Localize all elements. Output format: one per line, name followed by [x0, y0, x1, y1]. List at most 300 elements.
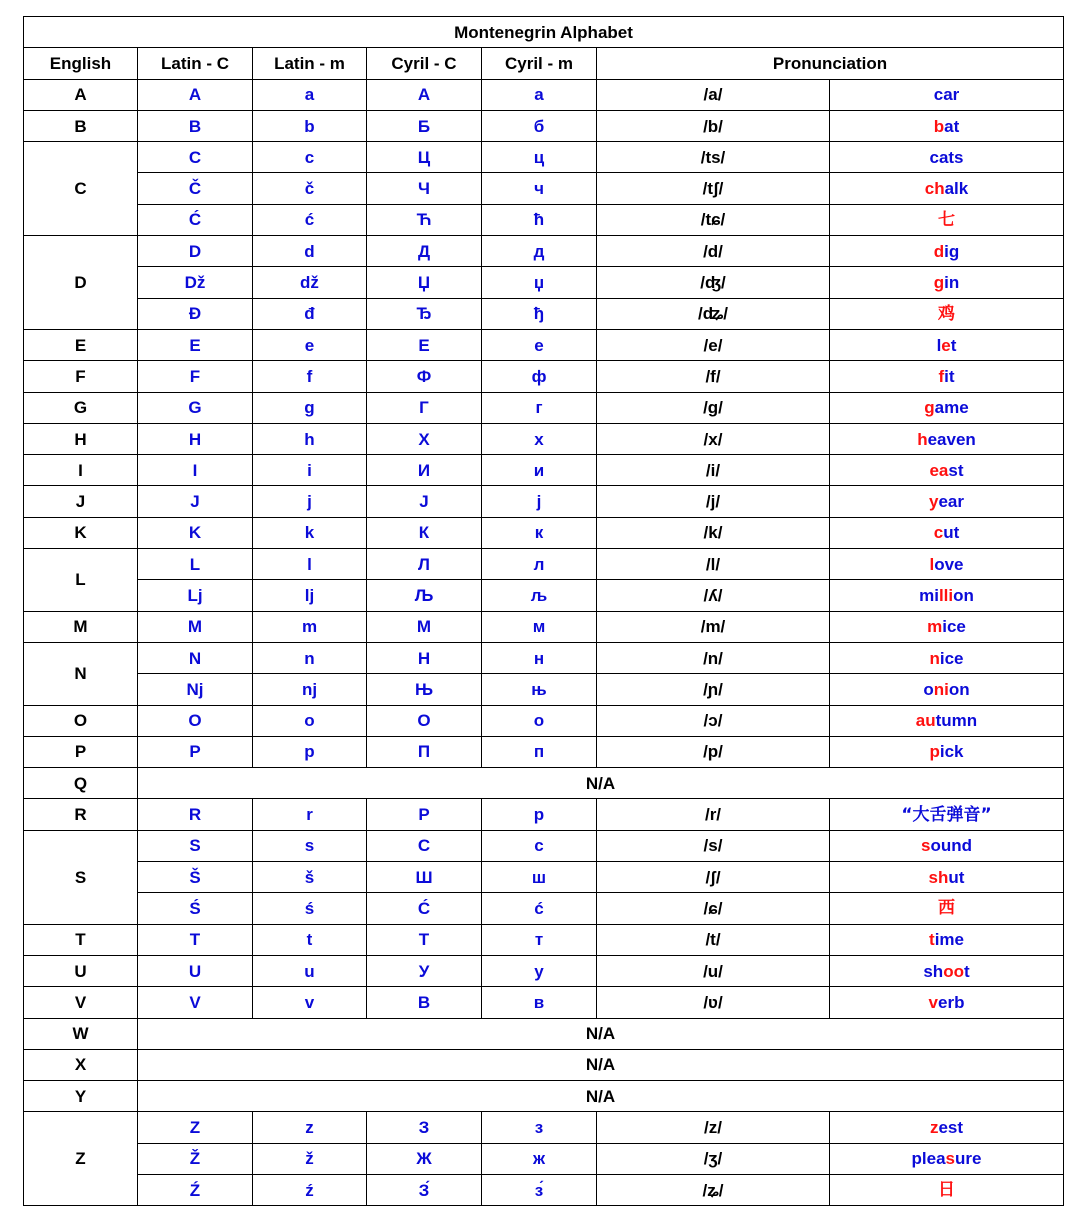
- example-highlight: 西: [938, 898, 955, 919]
- table-row: [24, 674, 1064, 705]
- alphabet-table-body: [24, 17, 1064, 1206]
- english-letter: D: [24, 236, 138, 330]
- example-word: [830, 674, 1064, 705]
- example-highlight: h: [917, 429, 928, 449]
- example-highlight: lli: [938, 585, 954, 605]
- example-text: tumn: [935, 711, 978, 731]
- example-text: t: [950, 335, 957, 355]
- latin-capital: U: [138, 955, 253, 986]
- example-text: on: [948, 679, 970, 699]
- cyril-capital: З: [367, 1112, 482, 1143]
- cyril-capital: Л: [367, 549, 482, 580]
- cyril-capital: Ж: [367, 1143, 482, 1174]
- example-text: ear: [938, 492, 964, 512]
- example-word: [830, 142, 1064, 173]
- example-highlight: f: [938, 366, 945, 386]
- latin-lower: o: [253, 705, 367, 736]
- example-highlight: l: [929, 554, 935, 574]
- cyril-lower: н: [482, 642, 597, 673]
- cyril-capital: Е: [367, 329, 482, 360]
- cyril-lower: ф: [482, 361, 597, 392]
- example-word: [830, 110, 1064, 141]
- example-highlight: g: [933, 273, 945, 293]
- header-cyril-lower: Cyril - m: [482, 48, 597, 79]
- cyril-lower: у: [482, 955, 597, 986]
- cyril-lower: х: [482, 423, 597, 454]
- cyril-capital: Ј: [367, 486, 482, 517]
- example-highlight: ea: [929, 460, 949, 480]
- cyril-lower: г: [482, 392, 597, 423]
- table-row: [24, 79, 1064, 110]
- latin-capital: Z: [138, 1112, 253, 1143]
- ipa-symbol: /ʎ/: [597, 580, 830, 611]
- english-letter: A: [24, 79, 138, 110]
- example-word: [830, 267, 1064, 298]
- latin-lower: š: [253, 862, 367, 893]
- example-text: ure: [955, 1149, 982, 1169]
- example-word: [830, 79, 1064, 110]
- english-letter: Y: [24, 1081, 138, 1112]
- cyril-capital: П: [367, 736, 482, 767]
- table-row: [24, 361, 1064, 392]
- table-row: [24, 110, 1064, 141]
- latin-capital: N: [138, 642, 253, 673]
- table-row: [24, 173, 1064, 204]
- latin-lower: ś: [253, 893, 367, 924]
- ipa-symbol: /b/: [597, 110, 830, 141]
- example-word: [830, 955, 1064, 986]
- example-highlight: oo: [943, 961, 964, 981]
- ipa-symbol: /ʒ/: [597, 1143, 830, 1174]
- latin-capital: H: [138, 423, 253, 454]
- example-text: ame: [934, 398, 969, 418]
- example-highlight: y: [929, 492, 939, 512]
- cyril-lower: з: [482, 1112, 597, 1143]
- latin-lower: p: [253, 736, 367, 767]
- latin-lower: j: [253, 486, 367, 517]
- example-highlight: g: [924, 398, 935, 418]
- latin-capital: F: [138, 361, 253, 392]
- table-row: [24, 611, 1064, 642]
- example-highlight: au: [915, 711, 936, 731]
- example-highlight: 日: [938, 1180, 955, 1201]
- latin-capital: C: [138, 142, 253, 173]
- example-word: [830, 642, 1064, 673]
- latin-lower: ź: [253, 1174, 367, 1205]
- table-row: [24, 1174, 1064, 1205]
- latin-capital: L: [138, 549, 253, 580]
- ipa-symbol: /l/: [597, 549, 830, 580]
- latin-capital: B: [138, 110, 253, 141]
- latin-lower: u: [253, 955, 367, 986]
- cyril-capital: Б: [367, 110, 482, 141]
- example-word: [830, 830, 1064, 861]
- example-word: [830, 736, 1064, 767]
- example-word: [830, 455, 1064, 486]
- example-word: [830, 517, 1064, 548]
- english-letter: N: [24, 642, 138, 705]
- example-text: l: [936, 335, 942, 355]
- ipa-symbol: /a/: [597, 79, 830, 110]
- ipa-symbol: /m/: [597, 611, 830, 642]
- latin-lower: d: [253, 236, 367, 267]
- table-row: [24, 1081, 1064, 1112]
- cyril-lower: џ: [482, 267, 597, 298]
- table-row: [24, 267, 1064, 298]
- table-row: [24, 893, 1064, 924]
- cyril-capital: Ђ: [367, 298, 482, 329]
- cyril-capital: Н: [367, 642, 482, 673]
- latin-lower: dž: [253, 267, 367, 298]
- not-applicable-cell: N/A: [138, 1018, 1064, 1049]
- example-word: [830, 173, 1064, 204]
- ipa-symbol: /tʃ/: [597, 173, 830, 204]
- example-word: [830, 1174, 1064, 1205]
- example-text: erb: [938, 992, 965, 1012]
- table-row: [24, 830, 1064, 861]
- header-english: English: [24, 48, 138, 79]
- example-highlight: s: [945, 1149, 956, 1169]
- latin-capital: Dž: [138, 267, 253, 298]
- example-highlight: ni: [933, 679, 949, 699]
- cyril-capital: Ц: [367, 142, 482, 173]
- example-highlight: b: [933, 116, 945, 136]
- table-row: [24, 298, 1064, 329]
- example-word: [830, 893, 1064, 924]
- example-highlight: v: [928, 992, 938, 1012]
- not-applicable-cell: N/A: [138, 768, 1064, 799]
- latin-capital: Č: [138, 173, 253, 204]
- example-text: ut: [948, 867, 965, 887]
- latin-capital: E: [138, 329, 253, 360]
- cyril-lower: и: [482, 455, 597, 486]
- example-word: [830, 204, 1064, 235]
- table-row: [24, 517, 1064, 548]
- english-letter: U: [24, 955, 138, 986]
- example-highlight: e: [941, 335, 951, 355]
- latin-capital: S: [138, 830, 253, 861]
- table-row: [24, 1143, 1064, 1174]
- ipa-symbol: /ʑ/: [597, 1174, 830, 1205]
- example-text: “大舌弹音”: [901, 804, 992, 825]
- not-applicable-cell: N/A: [138, 1049, 1064, 1080]
- cyril-lower: ћ: [482, 204, 597, 235]
- example-word: [830, 987, 1064, 1018]
- example-text: est: [938, 1118, 964, 1138]
- latin-capital: M: [138, 611, 253, 642]
- cyril-capital: Ч: [367, 173, 482, 204]
- cyril-lower: ч: [482, 173, 597, 204]
- latin-capital: Ž: [138, 1143, 253, 1174]
- ipa-symbol: /s/: [597, 830, 830, 861]
- header-latin-capital: Latin - C: [138, 48, 253, 79]
- cyril-capital: К: [367, 517, 482, 548]
- latin-capital: Ć: [138, 204, 253, 235]
- english-letter: F: [24, 361, 138, 392]
- table-row: [24, 924, 1064, 955]
- latin-lower: m: [253, 611, 367, 642]
- ipa-symbol: /r/: [597, 799, 830, 830]
- example-word: [830, 361, 1064, 392]
- latin-capital: G: [138, 392, 253, 423]
- cyril-lower: т: [482, 924, 597, 955]
- example-text: ice: [939, 648, 964, 668]
- cyril-lower: ć: [482, 893, 597, 924]
- english-letter: E: [24, 329, 138, 360]
- cyril-capital: Р: [367, 799, 482, 830]
- example-text: ove: [934, 554, 964, 574]
- latin-capital: A: [138, 79, 253, 110]
- english-letter: W: [24, 1018, 138, 1049]
- cyril-capital: Њ: [367, 674, 482, 705]
- table-row: [24, 142, 1064, 173]
- latin-capital: D: [138, 236, 253, 267]
- example-word: [830, 329, 1064, 360]
- ipa-symbol: /k/: [597, 517, 830, 548]
- example-text: ut: [943, 523, 960, 543]
- example-text: ound: [930, 836, 972, 856]
- latin-lower: č: [253, 173, 367, 204]
- latin-capital: Š: [138, 862, 253, 893]
- english-letter: J: [24, 486, 138, 517]
- table-row: [24, 736, 1064, 767]
- example-text: sh: [923, 961, 944, 981]
- cyril-lower: њ: [482, 674, 597, 705]
- latin-lower: s: [253, 830, 367, 861]
- english-letter: L: [24, 549, 138, 612]
- latin-lower: c: [253, 142, 367, 173]
- cyril-capital: Ћ: [367, 204, 482, 235]
- cyril-capital: Џ: [367, 267, 482, 298]
- example-word: [830, 705, 1064, 736]
- cyril-lower: ђ: [482, 298, 597, 329]
- latin-lower: a: [253, 79, 367, 110]
- cyril-capital: Д: [367, 236, 482, 267]
- latin-lower: b: [253, 110, 367, 141]
- latin-lower: đ: [253, 298, 367, 329]
- english-letter: M: [24, 611, 138, 642]
- example-text: in: [944, 273, 960, 293]
- example-text: plea: [911, 1149, 946, 1169]
- example-word: [830, 298, 1064, 329]
- latin-lower: e: [253, 329, 367, 360]
- cyril-lower: б: [482, 110, 597, 141]
- header-latin-lower: Latin - m: [253, 48, 367, 79]
- example-text: at: [944, 116, 960, 136]
- latin-capital: K: [138, 517, 253, 548]
- cyril-lower: р: [482, 799, 597, 830]
- example-text: ice: [942, 617, 966, 637]
- cyril-capital: О: [367, 705, 482, 736]
- latin-capital: T: [138, 924, 253, 955]
- latin-lower: k: [253, 517, 367, 548]
- english-letter: O: [24, 705, 138, 736]
- example-highlight: 鸡: [938, 303, 955, 324]
- latin-lower: g: [253, 392, 367, 423]
- english-letter: X: [24, 1049, 138, 1080]
- cyril-lower: с: [482, 830, 597, 861]
- latin-capital: O: [138, 705, 253, 736]
- example-highlight: 七: [938, 209, 955, 230]
- latin-capital: Ś: [138, 893, 253, 924]
- latin-capital: Lj: [138, 580, 253, 611]
- example-text: st: [948, 460, 964, 480]
- table-row: [24, 486, 1064, 517]
- english-letter: S: [24, 830, 138, 924]
- ipa-symbol: /ʤ/: [597, 267, 830, 298]
- cyril-lower: ш: [482, 862, 597, 893]
- cyril-capital: У: [367, 955, 482, 986]
- table-row: [24, 549, 1064, 580]
- ipa-symbol: /i/: [597, 455, 830, 486]
- example-word: [830, 1112, 1064, 1143]
- latin-lower: h: [253, 423, 367, 454]
- table-row: [24, 642, 1064, 673]
- ipa-symbol: /ɕ/: [597, 893, 830, 924]
- table-row: [24, 1049, 1064, 1080]
- ipa-symbol: /x/: [597, 423, 830, 454]
- latin-capital: V: [138, 987, 253, 1018]
- ipa-symbol: /u/: [597, 955, 830, 986]
- latin-lower: v: [253, 987, 367, 1018]
- example-word: [830, 236, 1064, 267]
- example-highlight: sh: [928, 867, 949, 887]
- example-text: it: [944, 366, 955, 386]
- header-cyril-capital: Cyril - C: [367, 48, 482, 79]
- english-letter: V: [24, 987, 138, 1018]
- table-row: [24, 392, 1064, 423]
- example-highlight: n: [929, 648, 940, 668]
- latin-capital: P: [138, 736, 253, 767]
- table-row: [24, 1018, 1064, 1049]
- cyril-lower: е: [482, 329, 597, 360]
- cyril-lower: о: [482, 705, 597, 736]
- english-letter: K: [24, 517, 138, 548]
- ipa-symbol: /f/: [597, 361, 830, 392]
- ipa-symbol: /e/: [597, 329, 830, 360]
- example-text: t: [963, 961, 970, 981]
- cyril-capital: Х: [367, 423, 482, 454]
- example-text: eaven: [927, 429, 976, 449]
- english-letter: I: [24, 455, 138, 486]
- cyril-capital: С: [367, 830, 482, 861]
- english-letter: R: [24, 799, 138, 830]
- example-word: [830, 423, 1064, 454]
- table-row: [24, 1112, 1064, 1143]
- example-highlight: m: [927, 617, 943, 637]
- latin-lower: n: [253, 642, 367, 673]
- latin-lower: lj: [253, 580, 367, 611]
- example-text: car: [933, 85, 960, 105]
- ipa-symbol: /ʋ/: [597, 987, 830, 1018]
- ipa-symbol: /ɔ/: [597, 705, 830, 736]
- example-highlight: c: [933, 523, 944, 543]
- english-letter: T: [24, 924, 138, 955]
- example-text: o: [923, 679, 934, 699]
- ipa-symbol: /g/: [597, 392, 830, 423]
- cyril-capital: Ф: [367, 361, 482, 392]
- table-row: [24, 862, 1064, 893]
- latin-capital: J: [138, 486, 253, 517]
- cyril-lower: в: [482, 987, 597, 1018]
- table-row: [24, 455, 1064, 486]
- example-word: [830, 1143, 1064, 1174]
- cyril-lower: з́: [482, 1174, 597, 1205]
- example-highlight: z: [929, 1118, 939, 1138]
- example-text: ig: [944, 241, 960, 261]
- latin-lower: t: [253, 924, 367, 955]
- english-letter: C: [24, 142, 138, 236]
- cyril-capital: В: [367, 987, 482, 1018]
- latin-capital: Đ: [138, 298, 253, 329]
- title-row: [24, 17, 1064, 48]
- latin-lower: f: [253, 361, 367, 392]
- table-row: [24, 329, 1064, 360]
- example-highlight: s: [920, 836, 931, 856]
- ipa-symbol: /tɕ/: [597, 204, 830, 235]
- ipa-symbol: /ʃ/: [597, 862, 830, 893]
- table-row: [24, 768, 1064, 799]
- example-highlight: d: [933, 241, 945, 261]
- latin-lower: l: [253, 549, 367, 580]
- table-row: [24, 204, 1064, 235]
- cyril-capital: И: [367, 455, 482, 486]
- english-letter: P: [24, 736, 138, 767]
- ipa-symbol: /z/: [597, 1112, 830, 1143]
- example-word: [830, 549, 1064, 580]
- example-text: mi: [919, 585, 939, 605]
- latin-lower: nj: [253, 674, 367, 705]
- table-row: [24, 423, 1064, 454]
- cyril-capital: Ć: [367, 893, 482, 924]
- latin-lower: ć: [253, 204, 367, 235]
- cyril-capital: А: [367, 79, 482, 110]
- latin-lower: ž: [253, 1143, 367, 1174]
- example-word: [830, 799, 1064, 830]
- latin-capital: R: [138, 799, 253, 830]
- cyril-lower: л: [482, 549, 597, 580]
- header-row: [24, 48, 1064, 79]
- cyril-lower: м: [482, 611, 597, 642]
- ipa-symbol: /p/: [597, 736, 830, 767]
- latin-lower: r: [253, 799, 367, 830]
- table-row: [24, 799, 1064, 830]
- example-text: on: [953, 585, 974, 605]
- example-highlight: p: [929, 742, 940, 762]
- cyril-capital: Г: [367, 392, 482, 423]
- ipa-symbol: /n/: [597, 642, 830, 673]
- cyril-capital: Љ: [367, 580, 482, 611]
- cyril-capital: Т: [367, 924, 482, 955]
- example-text: ime: [934, 930, 964, 950]
- table-row: [24, 987, 1064, 1018]
- latin-lower: i: [253, 455, 367, 486]
- latin-capital: I: [138, 455, 253, 486]
- english-letter: B: [24, 110, 138, 141]
- ipa-symbol: /t/: [597, 924, 830, 955]
- cyril-capital: Ш: [367, 862, 482, 893]
- ipa-symbol: /d/: [597, 236, 830, 267]
- example-text: ick: [939, 742, 964, 762]
- cyril-lower: п: [482, 736, 597, 767]
- header-pronunciation: Pronunciation: [597, 48, 1064, 79]
- cyril-lower: а: [482, 79, 597, 110]
- cyril-lower: љ: [482, 580, 597, 611]
- table-row: [24, 580, 1064, 611]
- english-letter: H: [24, 423, 138, 454]
- english-letter: Q: [24, 768, 138, 799]
- cyril-lower: ј: [482, 486, 597, 517]
